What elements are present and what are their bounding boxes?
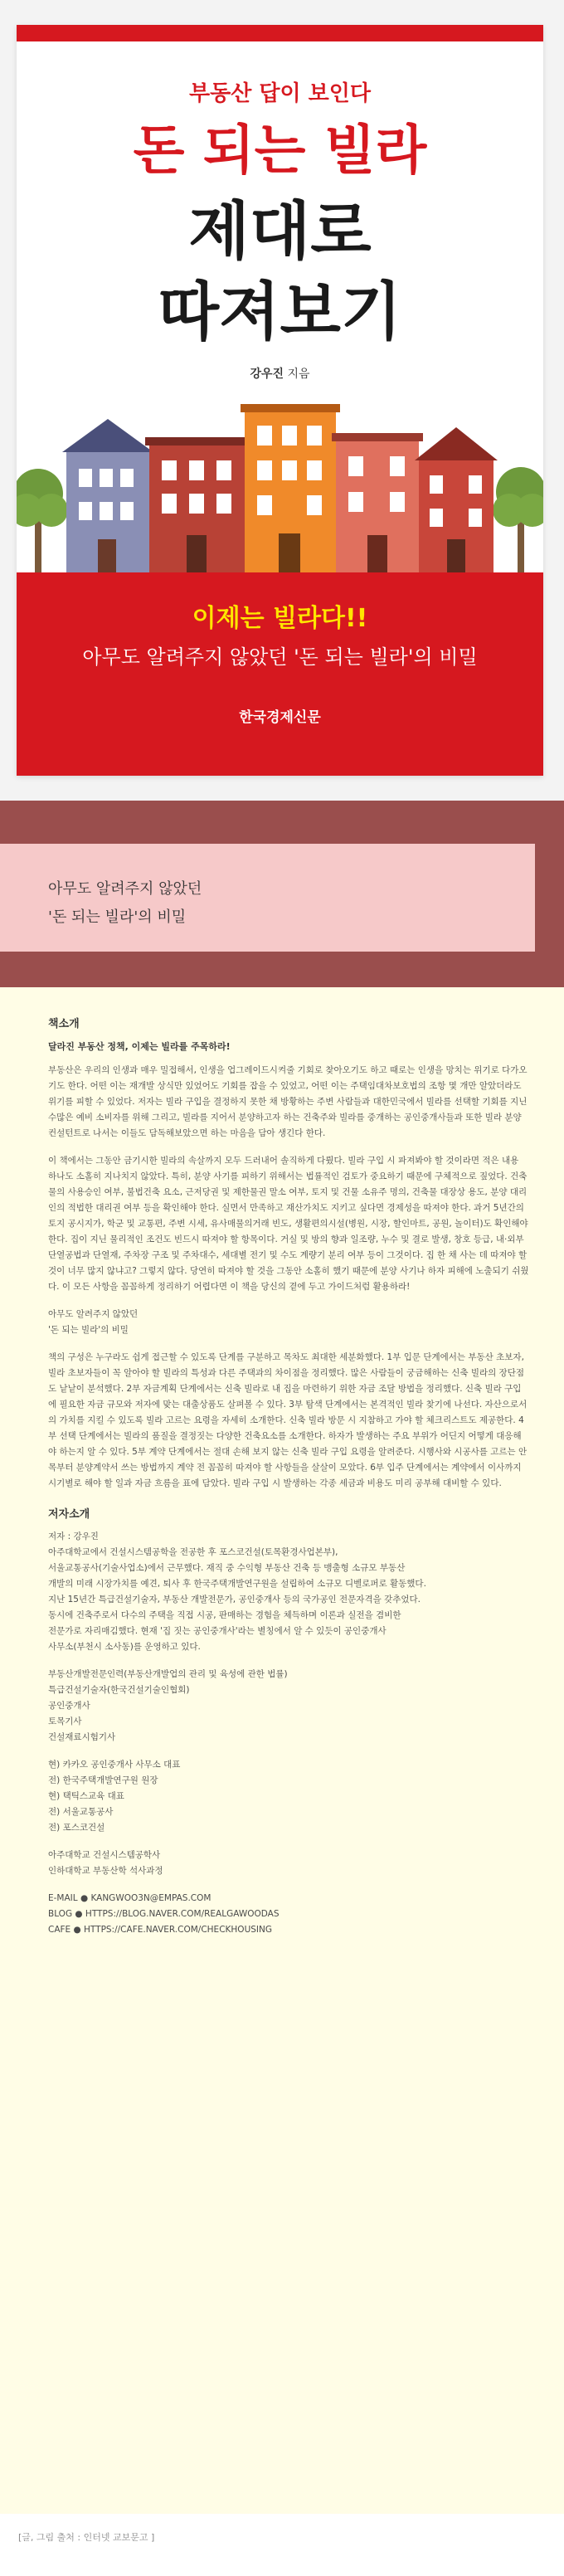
career-item: 전) 한국주택개발연구원 원장 <box>48 1775 158 1785</box>
cover-publisher: 한국경제신문 <box>239 709 321 726</box>
book-cover <box>17 25 543 776</box>
qualification-item: 부동산개발전문인력(부동산개발업의 관리 및 육성에 관한 법률) <box>48 1669 288 1679</box>
career-item: 현) 택틱스교육 대표 <box>48 1791 124 1801</box>
author-bio-line: 저자 : 강우진 <box>48 1531 99 1541</box>
structure-paragraph: 책의 구성은 누구라도 쉽게 접근할 수 있도록 단계를 구분하고 목차도 최대한 세분화했다. 1부 입문 단계에서는 부동산 초보자, 빌라 초보자들이 꼭 알아야 할 빌라의 특성과 다른 주택과의 차이점을 정리했다. 많은 사람들이 궁금해하는 신축 빌라의 장단점도 낱낱이 분석했다. 2부 자금계획 단계에서는 신축 빌라로 내 집을 마련하기 위한 자금 조달 방법을 정리했다. 신축 빌라 구입에 필요한 자금 규모와 저자에 맞는 대출상품도 살펴볼 수 있다. 3부 탐색 단계에서는 본격적인 빌라 찾기에 나선다. 자산으로서의 가치를 지킬 수 있도록 빌라 고르는 요령을 자세히 소개한다. 신축 빌라 방문 시 지참하고 가야 할 체크리스트도 제공한다. 4부 선택 단계에서는 빌라의 품질을 결정짓는 다양한 건축요소를 소개한다. 하자가 발생하는 주요 부위가 어딘지 어떻게 대응해야 하는지 알 수 있다. 5부 계약 단계에서는 절대 손해 보지 않는 신축 빌라 구입 요령을 알려준다. 시행사와 시공사를 고르는 안목부터 분양계약서 쓰는 방법까지 계약 전 꼼꼼히 따져야 할 사항들을 살살이 모았다. 6부 입주 단계에서는 계약에서 이사까지 시기별로 해야 할 일과 자금 흐름을 표에 담았다. 빌라 구입 시 발생하는 각종 세금과 비용도 미리 공부해 대비할 수 있다. <box>48 1352 528 1488</box>
author-bio-line: 개발의 미래 시장가치를 예견, 퇴사 후 한국주택개발연구원을 설립하여 소규모 디벨로퍼로 활동했다. <box>48 1579 426 1589</box>
cover-tagline-1: 이제는 빌라다!! <box>192 604 368 633</box>
author-bio-line: 전문가로 자리매김했다. 현재 '집 짓는 공인중개사'라는 별칭에서 알 수 있듯이 공인중개사 <box>48 1626 387 1636</box>
intro-subheading: 달라진 부동산 정책, 이제는 빌라를 주목하라! <box>48 1041 231 1052</box>
villa-illustration <box>17 394 543 577</box>
author-bio-line: 아주대학교에서 건설시스템공학을 전공한 후 포스코건설(토목환경사업본부), <box>48 1547 338 1557</box>
tree-right <box>493 467 543 577</box>
intro-heading: 책소개 <box>48 1018 80 1030</box>
author-contacts <box>48 1891 529 1938</box>
cover-tagline-2: 아무도 알려주지 않았던 '돈 되는 빌라'의 비밀 <box>82 645 478 669</box>
house-red <box>145 437 249 577</box>
career-item: 현) 카카오 공인중개사 사무소 대표 <box>48 1760 181 1770</box>
quote-repeat-line-2: '돈 되는 빌라'의 비밀 <box>48 1325 129 1335</box>
author-qualifications <box>48 1667 529 1746</box>
quote-repeat-line-1: 아무도 알려주지 않았던 <box>48 1309 139 1319</box>
quote-line-1: 아무도 알려주지 않았던 <box>48 880 202 898</box>
cover-author-suffix: 지음 <box>284 368 310 381</box>
house-blue <box>62 419 153 577</box>
book-description <box>48 1016 529 1938</box>
author-heading: 저자소개 <box>48 1508 90 1521</box>
tree-left <box>17 469 68 577</box>
author-bio-line: 서울교통공사(기술사업소)에서 근무했다. 재직 중 수익형 부동산 건축 등 맹출형 소규모 부동산 <box>48 1563 406 1573</box>
intro-paragraph-2: 이 책에서는 그동안 금기시한 빌라의 속살까지 모두 드러내어 솔직하게 다뤘다. 빌라 구입 시 파져봐야 할 것이라면 적은 내용 하나도 소홀히 지나치지 않았다. 특히, 분양 사기를 피하기 위해서는 법률적인 검토가 중요하기 때문에 구체적으로 짚었다. 건축물의 사용승인 여부, 불법건축 요소, 근저당권 및 제한물권 말소 여부, 토지 및 건물 소유주 명의, 건축물 대장상 용도, 분양 대리인의 적법한 대리권 여부 등을 확인해야 한다. 실면서 만족하고 재산가치도 지키고 싶다면 경제성을 따져야 한다. 과거 5년간의 토지 공시지가, 학군 및 교통편, 주변 시세, 유사매물의거래 빈도, 생활편의시설(병원, 시장, 할인마트, 공원, 놀이터)도 확인해야 한다. 집이 지닌 물리적인 조건도 빈드시 따져야 할 항목이다. 거실 및 방의 향과 일조량, 누수 및 결로 발생, 창호 등급, 내·외부 단열공법과 단열재, 주차장 구조 및 주차대수, 세대별 전기 및 수도 계량기 분리 여부 등이 그것이다. 집 한 채 사는 데 따져야 할 것이 너무 많지 않냐고? 그렇지 않다. 당연히 따져야 할 것을 그동안 소홀히 했기 때문에 분양 사기나 하자 피해에 노출되기 쉬웠다. 이 모든 사항을 꼼꼼하게 정리하기 어렵다면 이 책을 당신의 곁에 두고 가이드처럼 활용하라! <box>48 1156 529 1292</box>
author-education <box>48 1848 529 1879</box>
qualification-item: 특급건설기술자(한국건설기술인협회) <box>48 1685 190 1695</box>
source-credit-strip <box>0 2514 564 2576</box>
intro-paragraph-1: 부동산은 우리의 인생과 매우 밀접해서, 인생을 업그레이드시켜줄 기회로 찾아오기도 하고 때로는 인생을 망치는 위기로 다가오기도 한다. 어떤 이는 재개발 상식만 있었어도 기회를 잡을 수 있었고, 어떤 이는 주택임대차보호법의 조항 몇 개만 알았더라도 위기를 피할 수 있었다. 저자는 빌라 구입을 결정하지 못한 채 방황하는 주변 사람들과 대한민국에서 빌라를 선택할 기회를 지닌 수많은 예비 소비자를 위해 그리고, 빌라를 지어서 분양하고자 하는 건축주와 빌라를 중개하는 공인중개사들과 또한 빌라 분양 컨설턴트로 나서는 이들도 담독해보았으면 하는 마음을 담아 생긴다 한다. <box>48 1065 528 1138</box>
contact-cafe[interactable]: CAFE ● HTTPS://CAFE.NAVER.COM/CHECKHOUSING <box>48 1925 273 1935</box>
cover-title-line2: 제대로 <box>188 194 372 268</box>
cover-top-bar <box>17 25 543 41</box>
education-item: 인하대학교 부동산학 석사과정 <box>48 1866 163 1876</box>
house-red-gabled <box>415 427 498 577</box>
house-orange <box>241 404 340 577</box>
author-bio-line: 지난 15년간 특급건설기술자, 부동산 개발전문가, 공인중개사 등의 국가공인 전문자격을 갖추었다. <box>48 1595 421 1605</box>
author-bio-line: 동시에 건축주로서 다수의 주택을 직접 시공, 판매하는 경험을 체득하며 이론과 실전을 겸비한 <box>48 1610 401 1620</box>
quote-box <box>0 844 535 952</box>
cover-author <box>17 365 543 382</box>
contact-blog[interactable]: BLOG ● HTTPS://BLOG.NAVER.COM/REALGAWOODAS <box>48 1909 280 1919</box>
cover-subtitle: 부동산 답이 보인다 <box>188 81 372 106</box>
author-bio-line: 사무소(부천시 소사동)를 운영하고 있다. <box>48 1642 201 1652</box>
author-bio <box>48 1529 529 1655</box>
cover-author-name: 강우진 <box>250 368 284 381</box>
qualification-item: 공인중개사 <box>48 1701 90 1711</box>
qualification-item: 건설재료시험기사 <box>48 1732 116 1742</box>
quote-banner <box>0 801 564 987</box>
contact-email[interactable]: E-MAIL ● KANGWOO3N@EMPAS.COM <box>48 1893 212 1903</box>
author-career <box>48 1757 529 1836</box>
cover-title-line3: 따져보기 <box>158 275 402 348</box>
cover-title-line1: 돈 되는 빌라 <box>133 120 427 182</box>
education-item: 아주대학교 건설시스템공학사 <box>48 1850 161 1860</box>
career-item: 전) 포스코건설 <box>48 1823 105 1833</box>
quote-line-2: '돈 되는 빌라'의 비밀 <box>48 908 187 926</box>
book-cover-section <box>0 0 564 801</box>
qualification-item: 토목기사 <box>48 1717 82 1726</box>
source-credit: [글, 그림 출처 : 인터넷 교보문고 ] <box>18 2532 155 2543</box>
career-item: 전) 서울교통공사 <box>48 1807 114 1817</box>
house-salmon <box>332 433 423 577</box>
